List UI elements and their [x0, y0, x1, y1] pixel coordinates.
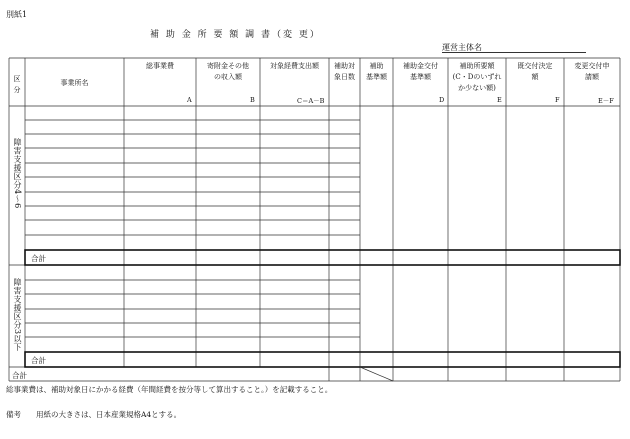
document-title: 補 助 金 所 要 額 調 書（変 更）: [150, 30, 321, 40]
header-facility-name: 事業所名: [60, 79, 89, 87]
grand-total-label: 合計: [12, 371, 27, 380]
column-mark-a: A: [187, 96, 192, 104]
subtotal-label: 合計: [31, 356, 46, 365]
header-change-request: 変更交付申 請額: [574, 62, 610, 81]
section-label-level-3-below: 障害支援区分3以下: [13, 278, 22, 352]
reference-label: 別紙1: [6, 10, 28, 19]
header-target-expense: 対象経費支出額: [270, 62, 319, 70]
column-mark-b: B: [250, 96, 255, 104]
section-label-level-4-6: 障害支援区分4～6: [13, 138, 22, 209]
paper-size-remark: 備考 用紙の大きさは、日本産業規格A4とする。: [6, 410, 182, 419]
header-subsidy-days: 補助対 象日数: [334, 62, 355, 81]
column-mark-e-minus-f: E－F: [598, 97, 614, 105]
column-mark-c: C＝A－B: [297, 97, 325, 105]
header-decided-amount: 既交付決定 額: [517, 62, 553, 81]
header-donation: 寄附金その他 の収入額: [207, 62, 249, 81]
subtotal-label: 合計: [31, 254, 46, 263]
header-required-amount: 補助所要額 (C・Dのいずれ か少ない額): [452, 62, 502, 92]
header-kubun: 区 分: [13, 75, 21, 94]
total-cost-note: 総事業費は、補助対象日にかかる経費（年間経費を按分等して算出すること。）を記載すること。: [6, 385, 333, 394]
header-grant-base: 補助金交付 基準額: [403, 62, 438, 81]
header-total-cost: 総事業費: [146, 62, 174, 70]
column-mark-d: D: [439, 96, 445, 104]
column-mark-f: F: [555, 96, 560, 104]
operator-name-label: 運営主体名: [442, 43, 482, 52]
column-mark-e: E: [497, 96, 502, 104]
header-base-amount: 補助 基準額: [366, 62, 387, 81]
